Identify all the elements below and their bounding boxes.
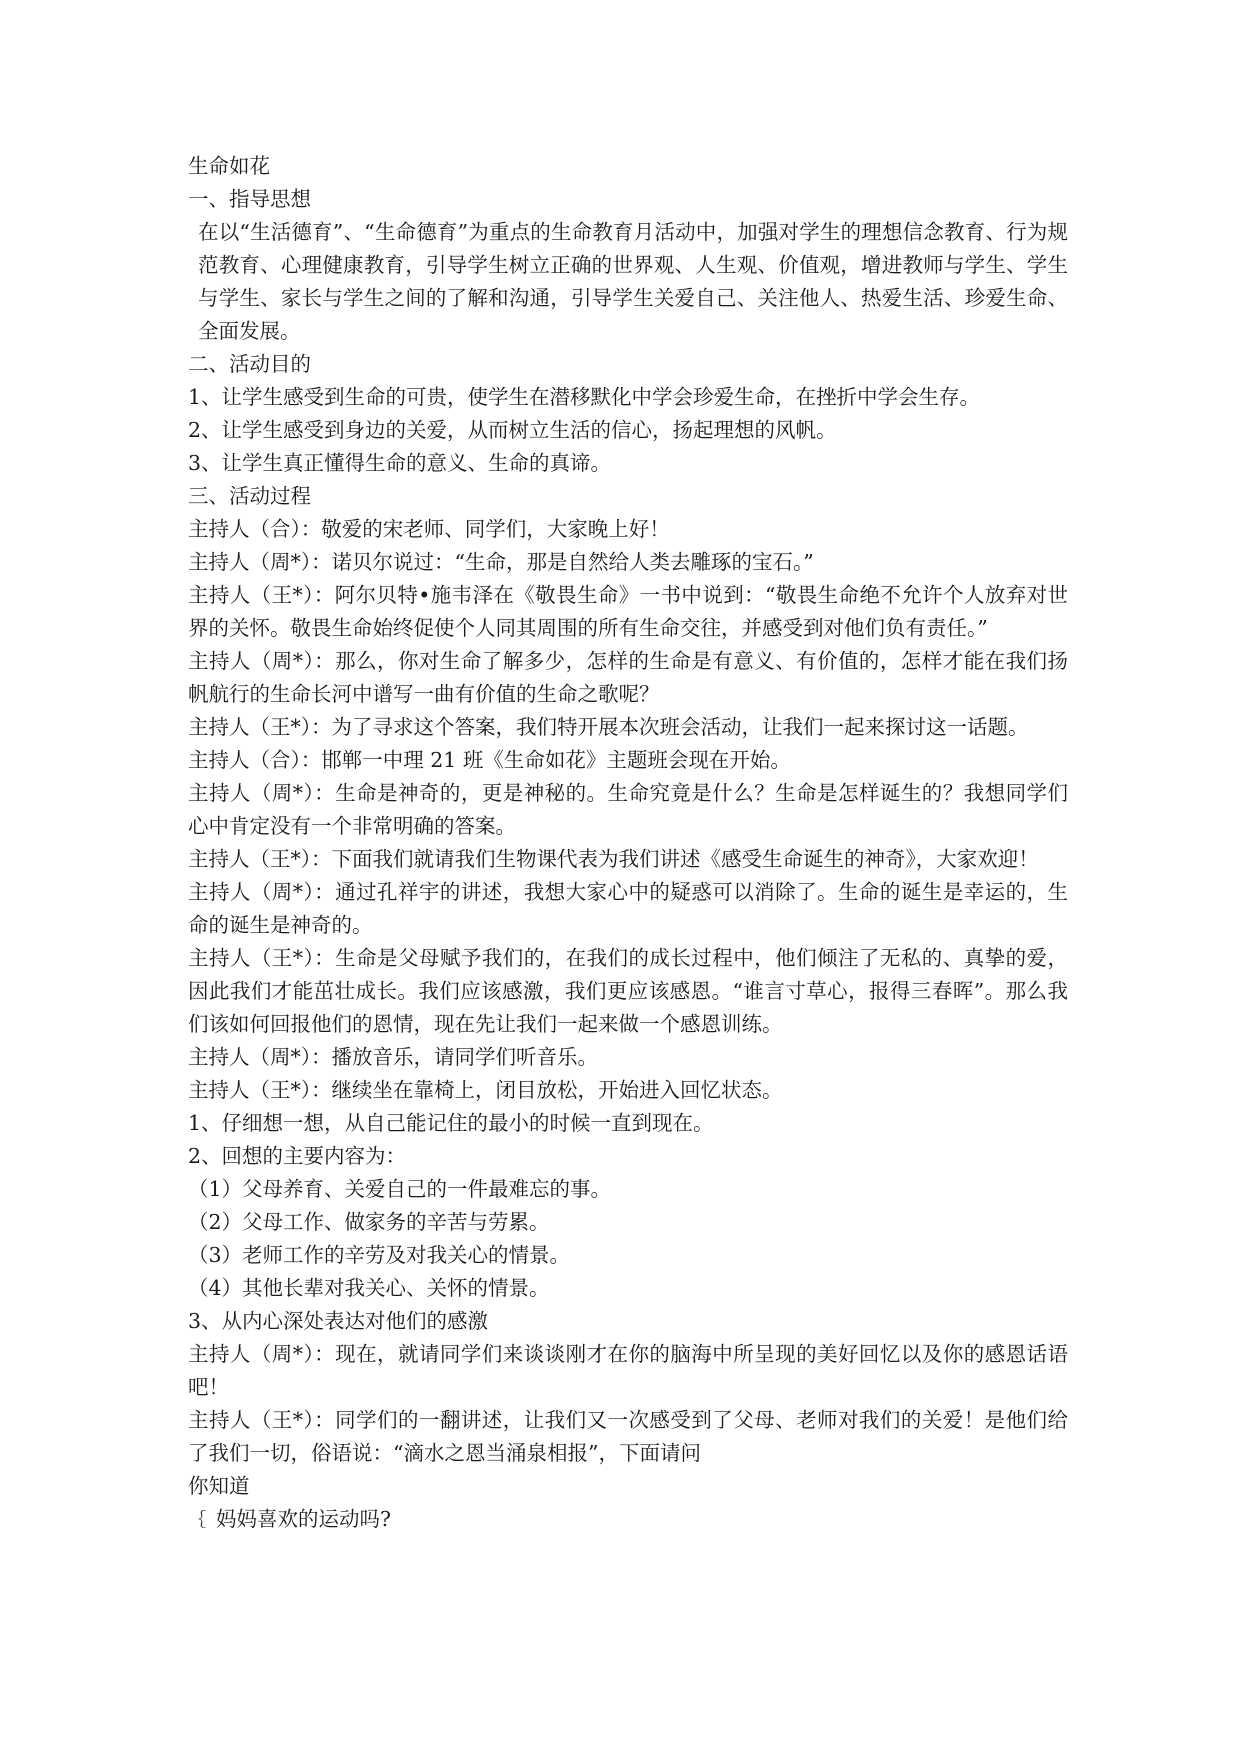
sub-item: （4）其他长辈对我关心、关怀的情景。 xyxy=(188,1276,550,1300)
host-line: 主持人（周*）：诺贝尔说过：“生命，那是自然给人类去雕琢的宝石。” xyxy=(188,550,814,574)
host-line: 主持人（王*）：阿尔贝特•施韦泽在《敬畏生命》一书中说到：“敬畏生命绝不允许个人放弃对世界的关怀。敬畏生命始终促使个人同其周围的所有生命交往，并感受到对他们负有责任。” xyxy=(188,583,1068,640)
sub-item: （3）老师工作的辛劳及对我关心的情景。 xyxy=(188,1243,571,1267)
goal-item: 3、让学生真正懂得生命的意义、生命的真谛。 xyxy=(188,451,612,475)
quiz-heading: 你知道 xyxy=(188,1474,250,1498)
host-line: 主持人（周*）：现在，就请同学们来谈谈刚才在你的脑海中所呈现的美好回忆以及你的感恩话语吧！ xyxy=(188,1342,1068,1399)
step-item: 1、仔细想一想，从自己能记住的最小的时候一直到现在。 xyxy=(188,1111,714,1135)
bullet-icon: ｛ xyxy=(188,1510,206,1531)
host-line: 主持人（合）：邯郸一中理 21 班《生命如花》主题班会现在开始。 xyxy=(188,748,791,772)
step-item: 3、从内心深处表达对他们的感激 xyxy=(188,1309,489,1333)
goal-item: 1、让学生感受到生命的可贵，使学生在潜移默化中学会珍爱生命，在挫折中学会生存。 xyxy=(188,385,981,409)
goal-item: 2、让学生感受到身边的关爱，从而树立生活的信心，扬起理想的风帆。 xyxy=(188,418,837,442)
host-line: 主持人（王*）：继续坐在靠椅上，闭目放松，开始进入回忆状态。 xyxy=(188,1078,783,1102)
section-heading-purpose: 二、活动目的 xyxy=(188,352,311,376)
step-item: 2、回想的主要内容为： xyxy=(188,1144,407,1168)
host-line: 主持人（王*）：为了寻求这个答案，我们特开展本次班会活动，让我们一起来探讨这一话题。 xyxy=(188,715,1029,739)
sub-item: （1）父母养育、关爱自己的一件最难忘的事。 xyxy=(188,1177,612,1201)
guiding-idea-paragraph: 在以“生活德育”、“生命德育”为重点的生命教育月活动中，加强对学生的理想信念教育、行为规范教育、心理健康教育，引导学生树立正确的世界观、人生观、价值观，增进教师与学生、学生与学生、家长与学生之间的了解和沟通，引导学生关爱自己、关注他人、热爱生活、珍爱生命、全面发展。 xyxy=(198,220,1068,343)
doc-title: 生命如花 xyxy=(188,154,270,178)
host-line: 主持人（王*）：生命是父母赋予我们的，在我们的成长过程中，他们倾注了无私的、真挚的爱，因此我们才能茁壮成长。我们应该感激，我们更应该感恩。“谁言寸草心，报得三春晖”。那么我们该如何回报他们的恩情，现在先让我们一起来做一个感恩训练。 xyxy=(188,946,1068,1036)
quiz-item: 妈妈喜欢的运动吗? xyxy=(216,1507,391,1531)
quiz-item-row xyxy=(188,1503,1068,1536)
host-line: 主持人（合）：敬爱的宋老师、同学们，大家晚上好！ xyxy=(188,517,670,541)
section-heading-process: 三、活动过程 xyxy=(188,484,311,508)
document-page xyxy=(188,150,1068,1536)
host-line: 主持人（王*）：同学们的一翻讲述，让我们又一次感受到了父母、老师对我们的关爱！是他们给了我们一切，俗语说：“滴水之恩当涌泉相报”，下面请问 xyxy=(188,1408,1068,1465)
host-line: 主持人（王*）：下面我们就请我们生物课代表为我们讲述《感受生命诞生的神奇》，大家欢迎！ xyxy=(188,847,1039,871)
host-line: 主持人（周*）：生命是神奇的，更是神秘的。生命究竟是什么？生命是怎样诞生的？我想同学们心中肯定没有一个非常明确的答案。 xyxy=(188,781,1068,838)
sub-item: （2）父母工作、做家务的辛苦与劳累。 xyxy=(188,1210,550,1234)
section-heading-guiding-idea: 一、指导思想 xyxy=(188,187,311,211)
host-line: 主持人（周*）：那么，你对生命了解多少，怎样的生命是有意义、有价值的，怎样才能在我们扬帆航行的生命长河中谱写一曲有价值的生命之歌呢？ xyxy=(188,649,1068,706)
host-line: 主持人（周*）：播放音乐，请同学们听音乐。 xyxy=(188,1045,598,1069)
host-line: 主持人（周*）：通过孔祥宇的讲述，我想大家心中的疑惑可以消除了。生命的诞生是幸运的，生命的诞生是神奇的。 xyxy=(188,880,1068,937)
